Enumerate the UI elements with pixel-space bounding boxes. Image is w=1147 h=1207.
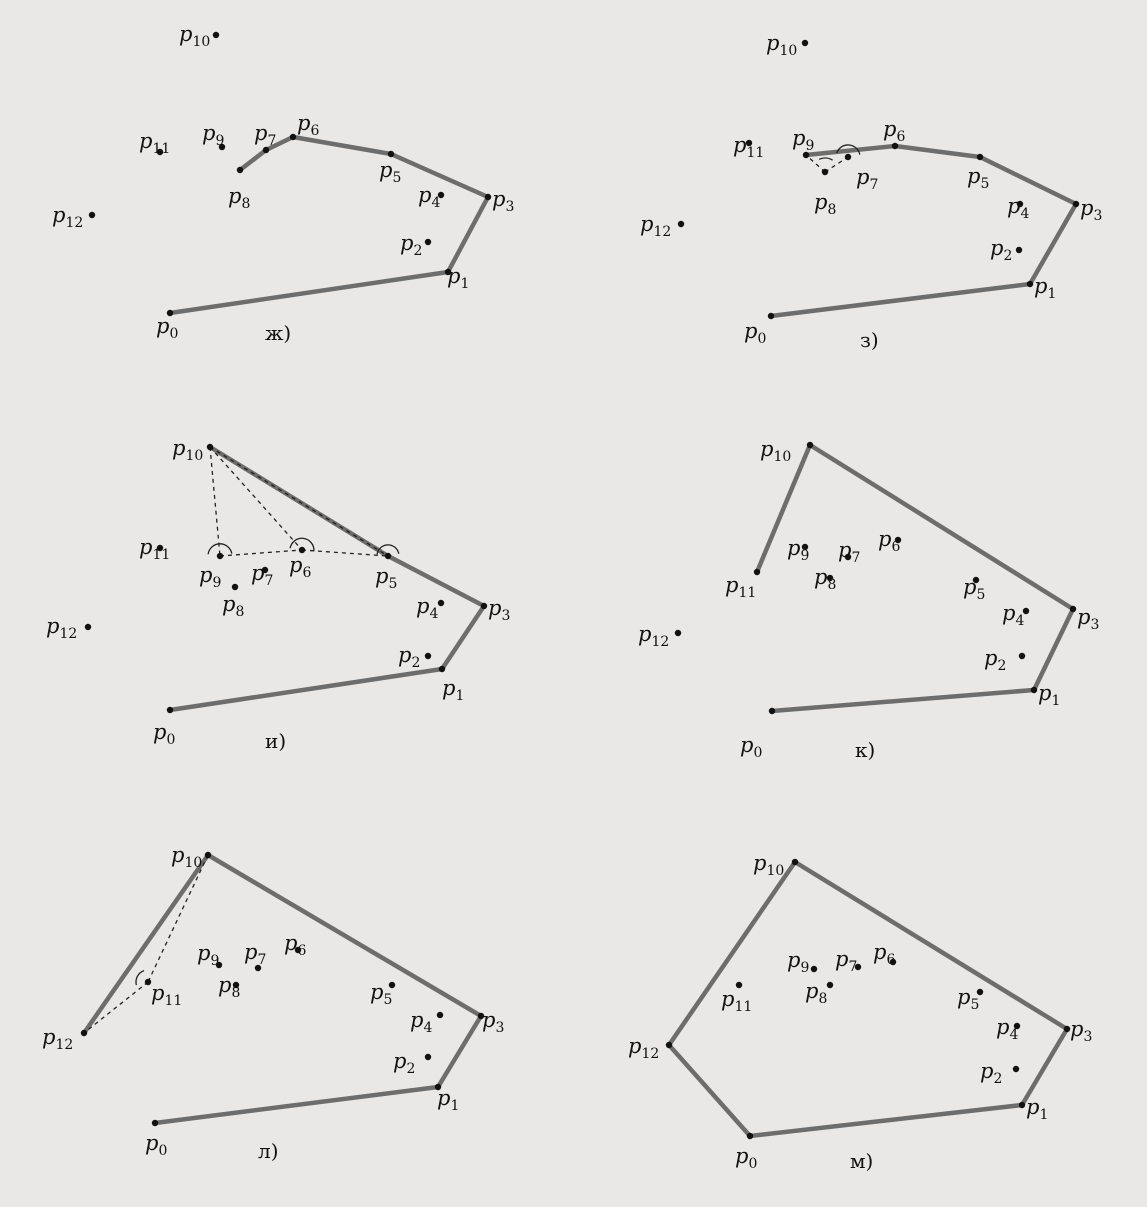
dashed-line-p8-p7 xyxy=(825,157,848,172)
label-p4: $p_4$ xyxy=(996,1015,1019,1043)
hull-edge-p1-p3 xyxy=(438,1016,481,1087)
label-p3: $p_3$ xyxy=(482,1008,505,1036)
label-p10: $p_{10}$ xyxy=(171,843,203,871)
label-p9: $p_9$ xyxy=(792,126,815,154)
label-p8: $p_8$ xyxy=(222,592,245,620)
point-p10 xyxy=(213,32,219,38)
label-p1: $p_1$ xyxy=(442,676,465,704)
label-p12: $p_{12}$ xyxy=(46,614,78,642)
label-p3: $p_3$ xyxy=(1077,605,1100,633)
label-p12: $p_{12}$ xyxy=(52,203,84,231)
hull-edge-p3-p10 xyxy=(208,855,481,1016)
point-p0 xyxy=(768,313,774,319)
label-p4: $p_4$ xyxy=(1002,601,1025,629)
hull-edge-p3-p5 xyxy=(391,154,488,197)
panel-tag-k: к) xyxy=(855,738,876,762)
label-p11: $p_{11}$ xyxy=(725,573,757,601)
point-p12 xyxy=(81,1030,87,1036)
point-p1 xyxy=(1027,281,1033,287)
point-p10 xyxy=(207,444,213,450)
label-p3: $p_3$ xyxy=(1070,1017,1093,1045)
label-p8: $p_8$ xyxy=(814,190,837,218)
point-p8 xyxy=(822,169,828,175)
label-p5: $p_5$ xyxy=(379,158,402,186)
label-p10: $p_{10}$ xyxy=(172,436,204,464)
point-p0 xyxy=(167,707,173,713)
point-p12 xyxy=(85,624,91,630)
point-p10 xyxy=(802,40,808,46)
dashed-line-p6-p5 xyxy=(302,550,388,556)
panel-k xyxy=(638,437,1099,762)
point-p11 xyxy=(754,569,760,575)
panel-z xyxy=(640,31,1102,352)
label-p7: $p_7$ xyxy=(254,121,277,149)
hull-edge-p1-p3 xyxy=(448,197,488,272)
label-p9: $p_9$ xyxy=(787,536,810,564)
label-p12: $p_{12}$ xyxy=(638,622,670,650)
label-p0: $p_0$ xyxy=(153,720,176,748)
panel-l xyxy=(42,843,504,1163)
label-p9: $p_9$ xyxy=(787,948,810,976)
hull-edge-p1-p3 xyxy=(442,606,484,669)
point-p6 xyxy=(290,134,296,140)
label-p4: $p_4$ xyxy=(410,1008,433,1036)
point-p5 xyxy=(977,989,983,995)
label-p0: $p_0$ xyxy=(735,1144,758,1172)
label-p2: $p_2$ xyxy=(398,643,421,671)
panel-i xyxy=(46,436,510,753)
label-p0: $p_0$ xyxy=(740,733,763,761)
label-p0: $p_0$ xyxy=(744,319,767,347)
point-p5 xyxy=(977,154,983,160)
label-p8: $p_8$ xyxy=(814,565,837,593)
label-p6: $p_6$ xyxy=(873,940,896,968)
hull-edge-p6-p9 xyxy=(806,146,895,155)
label-p2: $p_2$ xyxy=(984,646,1007,674)
point-p2 xyxy=(425,239,431,245)
hull-edge-p3-p10 xyxy=(795,862,1067,1029)
point-p4 xyxy=(437,1012,443,1018)
point-p1 xyxy=(1031,687,1037,693)
angle-arc xyxy=(136,971,144,986)
label-p7: $p_7$ xyxy=(244,940,267,968)
label-p9: $p_9$ xyxy=(202,121,225,149)
panel-tag-z: з) xyxy=(860,328,879,352)
point-p3 xyxy=(481,603,487,609)
point-p10 xyxy=(807,442,813,448)
label-p12: $p_{12}$ xyxy=(42,1025,74,1053)
label-p10: $p_{10}$ xyxy=(753,851,785,879)
point-p10 xyxy=(792,859,798,865)
hull-edge-p12-p0 xyxy=(669,1045,750,1136)
point-p9 xyxy=(217,553,223,559)
label-p4: $p_4$ xyxy=(416,594,439,622)
label-p12: $p_{12}$ xyxy=(628,1034,660,1062)
label-p7: $p_7$ xyxy=(838,538,861,566)
hull-edge-p10-p12 xyxy=(84,855,208,1033)
panel-tag-l: л) xyxy=(258,1139,279,1163)
hull-edge-p0-p1 xyxy=(772,690,1034,711)
label-p6: $p_6$ xyxy=(297,111,320,139)
hull-edge-p7-p8 xyxy=(240,150,266,170)
hull-edge-p1-p3 xyxy=(1034,609,1073,690)
point-p0 xyxy=(769,708,775,714)
label-p11: $p_{11}$ xyxy=(733,133,765,161)
label-p11: $p_{11}$ xyxy=(151,981,183,1009)
hull-edge-p3-p5 xyxy=(980,157,1076,204)
point-p12 xyxy=(666,1042,672,1048)
label-p4: $p_4$ xyxy=(418,183,441,211)
angle-arc xyxy=(819,158,832,160)
point-p2 xyxy=(425,1054,431,1060)
hull-edge-p0-p1 xyxy=(155,1087,438,1123)
hull-edge-p1-p3 xyxy=(1030,204,1076,284)
label-p9: $p_9$ xyxy=(199,563,222,591)
panel-tag-m: м) xyxy=(850,1149,874,1173)
point-p5 xyxy=(385,553,391,559)
hull-edge-p0-p1 xyxy=(170,669,442,710)
label-p11: $p_{11}$ xyxy=(721,987,753,1015)
label-p6: $p_6$ xyxy=(878,527,901,555)
label-p1: $p_1$ xyxy=(437,1086,460,1114)
label-p1: $p_1$ xyxy=(447,264,470,292)
label-p10: $p_{10}$ xyxy=(766,31,798,59)
label-p5: $p_5$ xyxy=(963,575,986,603)
point-p0 xyxy=(152,1120,158,1126)
dashed-line-p10-p9 xyxy=(210,447,220,556)
point-p12 xyxy=(678,221,684,227)
dashed-line-p8-p9 xyxy=(806,155,825,172)
label-p2: $p_2$ xyxy=(980,1059,1003,1087)
hull-edge-p10-p12 xyxy=(669,862,795,1045)
label-p8: $p_8$ xyxy=(805,979,828,1007)
point-p1 xyxy=(439,666,445,672)
point-p2 xyxy=(1016,247,1022,253)
label-p7: $p_7$ xyxy=(251,561,274,589)
hull-edge-p0-p1 xyxy=(750,1105,1022,1136)
point-p2 xyxy=(1019,653,1025,659)
panel-m xyxy=(628,851,1092,1173)
label-p12: $p_{12}$ xyxy=(640,212,672,240)
label-p5: $p_5$ xyxy=(957,985,980,1013)
point-p1 xyxy=(1019,1102,1025,1108)
label-p3: $p_3$ xyxy=(488,596,511,624)
hull-edge-p0-p1 xyxy=(771,284,1030,316)
label-p1: $p_1$ xyxy=(1038,681,1061,709)
point-p3 xyxy=(1070,606,1076,612)
label-p6: $p_6$ xyxy=(883,117,906,145)
hull-edge-p3-p10 xyxy=(810,445,1073,609)
point-p3 xyxy=(1073,201,1079,207)
label-p1: $p_1$ xyxy=(1034,274,1057,302)
point-p8 xyxy=(237,167,243,173)
point-p3 xyxy=(485,194,491,200)
label-p0: $p_0$ xyxy=(145,1131,168,1159)
point-p5 xyxy=(389,982,395,988)
panel-zh xyxy=(52,22,514,345)
label-p11: $p_{11}$ xyxy=(139,535,171,563)
label-p6: $p_6$ xyxy=(284,931,307,959)
point-p9 xyxy=(811,966,817,972)
point-p7 xyxy=(845,154,851,160)
label-p5: $p_5$ xyxy=(967,164,990,192)
label-p10: $p_{10}$ xyxy=(760,437,792,465)
label-p10: $p_{10}$ xyxy=(179,22,211,50)
point-p11 xyxy=(736,982,742,988)
point-p0 xyxy=(747,1133,753,1139)
dashed-line-p10-p6 xyxy=(210,447,302,550)
label-p2: $p_2$ xyxy=(990,236,1013,264)
label-p0: $p_0$ xyxy=(156,314,179,342)
hull-edge-p1-p3 xyxy=(1022,1029,1067,1105)
point-p8 xyxy=(827,982,833,988)
label-p9: $p_9$ xyxy=(197,941,220,969)
label-p2: $p_2$ xyxy=(393,1049,416,1077)
point-p4 xyxy=(438,600,444,606)
point-p10 xyxy=(205,852,211,858)
hull-edge-p5-p6 xyxy=(895,146,980,157)
label-p5: $p_5$ xyxy=(370,980,393,1008)
label-p7: $p_7$ xyxy=(856,165,879,193)
panel-tag-i: и) xyxy=(265,729,287,753)
label-p3: $p_3$ xyxy=(1080,196,1103,224)
label-p11: $p_{11}$ xyxy=(139,129,171,157)
point-p12 xyxy=(89,212,95,218)
point-p8 xyxy=(232,584,238,590)
point-p12 xyxy=(675,630,681,636)
point-p2 xyxy=(1013,1066,1019,1072)
label-p6: $p_6$ xyxy=(289,553,312,581)
label-p7: $p_7$ xyxy=(835,947,858,975)
label-p3: $p_3$ xyxy=(492,187,515,215)
panel-tag-zh: ж) xyxy=(265,321,292,345)
point-p2 xyxy=(425,653,431,659)
label-p8: $p_8$ xyxy=(228,184,251,212)
point-p5 xyxy=(388,151,394,157)
hull-edge-p3-p5 xyxy=(388,556,484,606)
label-p8: $p_8$ xyxy=(218,973,241,1001)
hull-edge-p0-p1 xyxy=(170,272,448,313)
label-p5: $p_5$ xyxy=(375,564,398,592)
label-p4: $p_4$ xyxy=(1007,194,1030,222)
label-p1: $p_1$ xyxy=(1026,1095,1049,1123)
label-p2: $p_2$ xyxy=(400,231,423,259)
hull-edge-p5-p6 xyxy=(293,137,391,154)
